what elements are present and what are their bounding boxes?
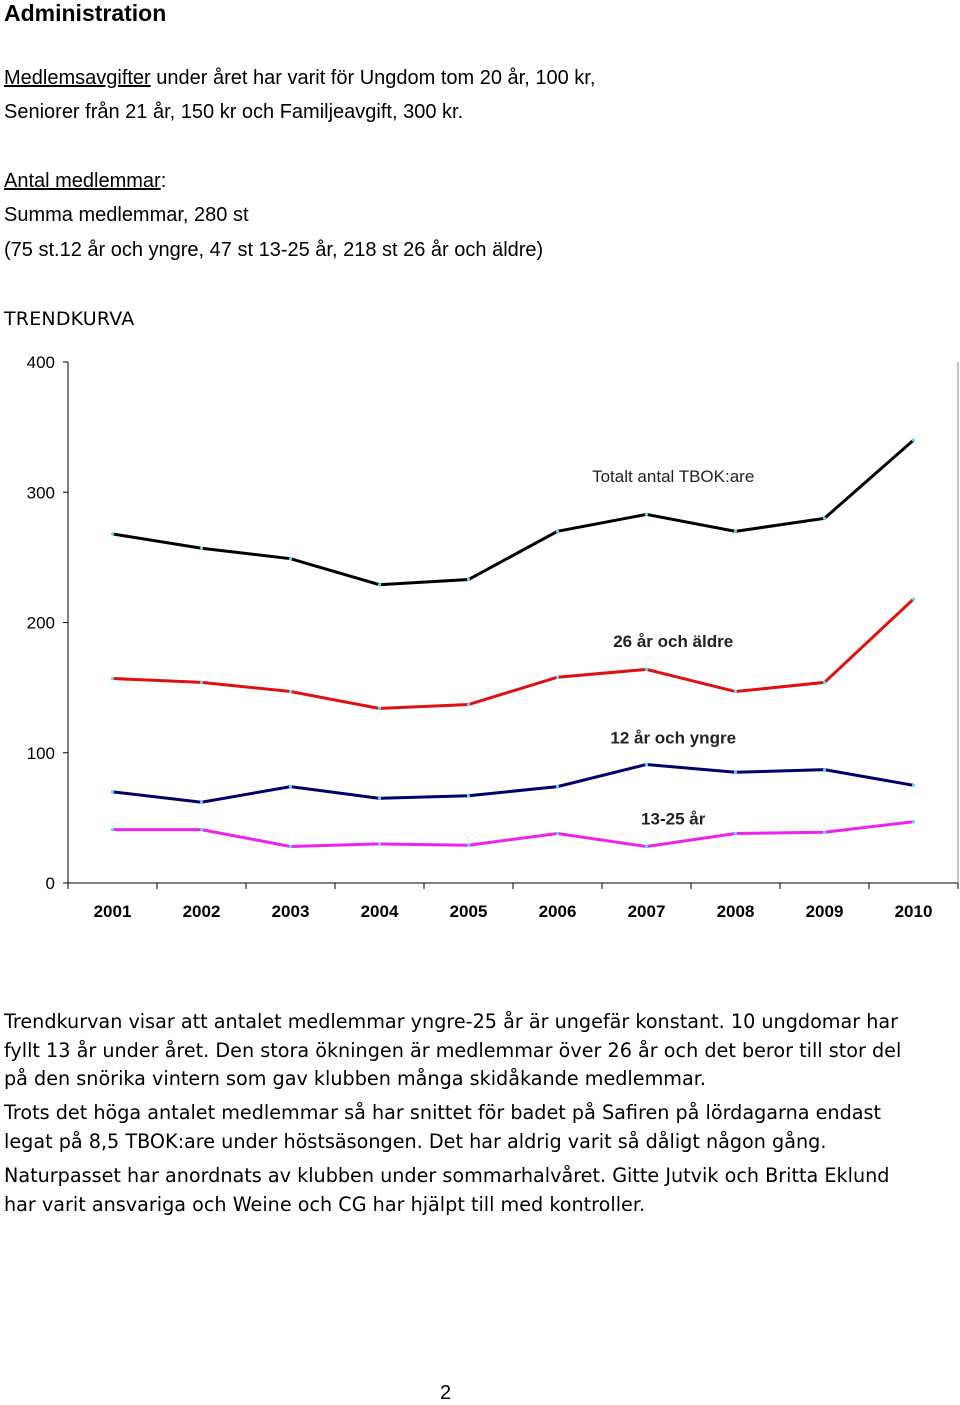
data-point: [378, 707, 381, 710]
x-tick-label: 2009: [805, 902, 844, 921]
page-number: 2: [440, 1382, 452, 1404]
data-point: [378, 842, 381, 845]
data-point: [378, 583, 381, 586]
data-point: [378, 797, 381, 800]
members-link[interactable]: Antal medlemmar: [4, 170, 161, 192]
data-point: [556, 676, 559, 679]
paragraph-1-line: Trendkurvan visar att antalet medlemmar yngre-25 år är ungefär konstant. 10 ungdomar har: [4, 1010, 899, 1033]
paragraph-2-line: Trots det höga antalet medlemmar så har snittet för badet på Safiren på lördagarna endast: [4, 1101, 882, 1124]
data-point: [111, 828, 114, 831]
data-point: [111, 677, 114, 680]
data-point: [467, 794, 470, 797]
fees-line-2: Seniorer från 21 år, 150 kr och Familjeavgift, 300 kr.: [4, 101, 464, 123]
data-point: [823, 768, 826, 771]
x-tick-label: 2010: [894, 902, 933, 921]
data-point: [645, 845, 648, 848]
fees-line-1-rest: under året har varit för Ungdom tom 20 år, 100 kr,: [150, 67, 596, 89]
data-point: [200, 801, 203, 804]
paragraph-3-line: har varit ansvariga och Weine och CG har hjälpt till med kontroller.: [4, 1192, 646, 1216]
data-point: [823, 681, 826, 684]
members-heading: [4, 170, 166, 193]
y-tick-label: 300: [26, 483, 55, 503]
data-point: [467, 844, 470, 847]
series-line: [113, 440, 914, 585]
y-tick-label: 0: [45, 874, 55, 893]
data-point: [734, 771, 737, 774]
data-point: [289, 690, 292, 693]
x-tick-label: 2004: [360, 902, 399, 921]
data-point: [200, 681, 203, 684]
x-tick-label: 2007: [627, 902, 666, 921]
x-tick-label: 2003: [271, 902, 310, 921]
series-line: [113, 764, 914, 802]
data-point: [111, 532, 114, 535]
data-point: [912, 784, 915, 787]
members-total: Summa medlemmar, 280 st: [4, 204, 249, 226]
x-tick-label: 2005: [449, 902, 488, 921]
paragraph-1: [4, 1008, 901, 1094]
data-point: [289, 557, 292, 560]
data-point: [912, 439, 915, 442]
data-point: [467, 703, 470, 706]
x-tick-label: 2002: [182, 902, 221, 921]
data-point: [111, 790, 114, 793]
data-point: [467, 578, 470, 581]
data-point: [645, 513, 648, 516]
data-point: [289, 845, 292, 848]
y-tick-label: 100: [26, 743, 55, 763]
y-tick-label: 400: [26, 353, 55, 372]
series-line: [113, 599, 914, 708]
x-tick-label: 2006: [538, 902, 577, 921]
data-point: [734, 690, 737, 693]
data-point: [734, 832, 737, 835]
series-label: 12 år och yngre: [610, 728, 737, 748]
data-point: [556, 785, 559, 788]
paragraph-1-line: på den snörika vintern som gav klubben många skidåkande medlemmar.: [4, 1067, 706, 1090]
series-label: Totalt antal TBOK:are: [592, 466, 755, 486]
paragraph-2-line: legat på 8,5 TBOK:are under höstsäsongen. Det har aldrig varit så dåligt någon gång.: [4, 1129, 827, 1153]
data-point: [556, 530, 559, 533]
paragraph-1-line: fyllt 13 år under året. Den stora ökningen är medlemmar över 26 år och det beror till stor del: [4, 1038, 902, 1062]
data-point: [912, 820, 915, 823]
data-point: [200, 828, 203, 831]
members-link-suffix: :: [160, 170, 167, 192]
fees-line-1: [4, 67, 595, 90]
x-tick-label: 2001: [93, 902, 132, 921]
trend-chart: [0, 340, 960, 940]
data-point: [823, 517, 826, 520]
members-breakdown: (75 st.12 år och yngre, 47 st 13-25 år, 218 st 26 år och äldre): [4, 239, 544, 261]
paragraph-3-line: Naturpasset har anordnats av klubben under sommarhalvåret. Gitte Jutvik och Britta Eklund: [4, 1164, 890, 1187]
paragraph-2: [4, 1099, 881, 1156]
data-point: [289, 785, 292, 788]
series-line: [113, 822, 914, 847]
data-point: [645, 668, 648, 671]
data-point: [556, 832, 559, 835]
data-point: [734, 530, 737, 533]
data-point: [645, 763, 648, 766]
series-label: 26 år och äldre: [613, 632, 734, 652]
paragraph-3: [4, 1162, 889, 1219]
data-point: [200, 547, 203, 550]
fees-link[interactable]: Medlemsavgifter: [4, 67, 151, 89]
x-tick-label: 2008: [716, 902, 755, 921]
data-point: [912, 597, 915, 600]
series-label: 13-25 år: [641, 809, 706, 829]
chart-title: TRENDKURVA: [4, 308, 135, 330]
data-point: [823, 831, 826, 834]
section-heading: Administration: [4, 0, 167, 26]
y-tick-label: 200: [26, 613, 55, 633]
